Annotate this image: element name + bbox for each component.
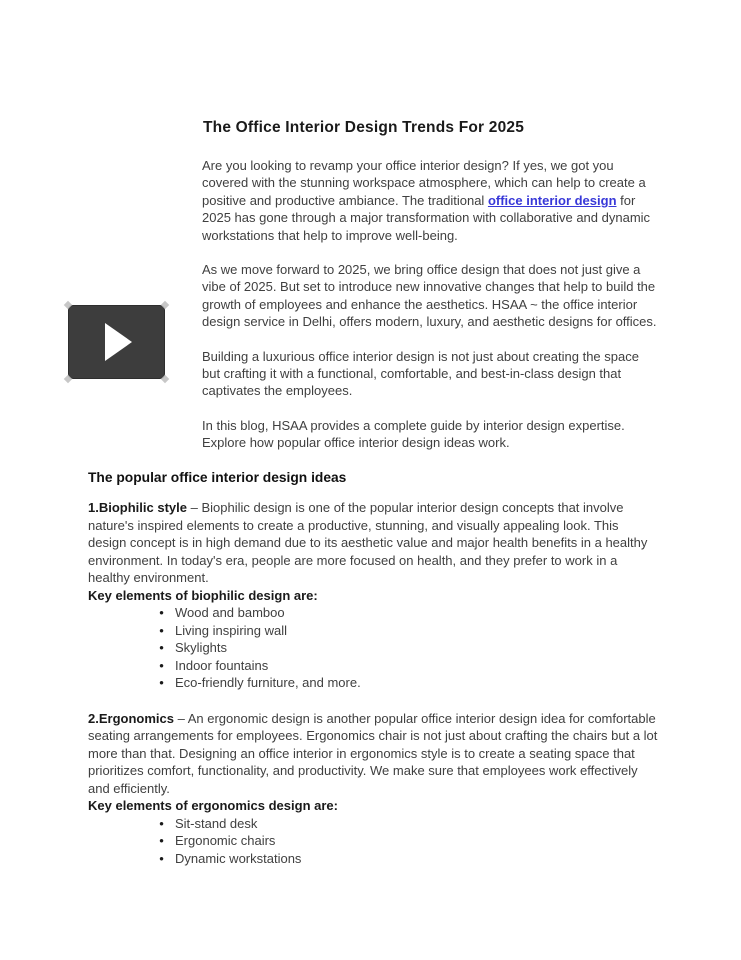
section-1-bullet-list	[88, 604, 660, 692]
list-item	[88, 832, 660, 850]
list-item-label: Eco-friendly furniture, and more.	[175, 675, 361, 690]
list-item	[88, 815, 660, 833]
list-item	[88, 639, 660, 657]
list-item-label: Ergonomic chairs	[175, 833, 276, 848]
selection-handle-bottom-left[interactable]	[64, 375, 72, 383]
intro-paragraph-3: Building a luxurious office interior design is not just about creating the space but crafting it with a functional, comfortable, and best-in-class design that captivates the employees.	[202, 348, 639, 399]
list-item-label: Wood and bamboo	[175, 605, 285, 620]
list-item-label: Dynamic workstations	[175, 850, 302, 866]
intro-paragraph-2: As we move forward to 2025, we bring office design that does not just give a vibe of 2025. But set to introduce new innovative changes that help to build the growth of employees and enhance the aesthetics. HSAA ~ the office interior design service in Delhi, offers modern, luxury, and aesthetic designs for offices.	[202, 262, 657, 330]
list-item-label: Living inspiring wall	[175, 622, 287, 638]
section-1-body: Biophilic design is one of the popular interior design concepts that involve nature's inspired elements to create a productive, stunning, and visually appealing look. This design concept is in high demand due to its aesthetic value and major health benefits in a healthy environment. In today's era, people are more focused on health, and they prefer to work in a healthy environment.	[88, 500, 648, 585]
section-2-paragraph	[88, 710, 660, 798]
sections-container	[88, 499, 660, 885]
bullet-icon: •	[159, 675, 164, 690]
section-1-separator: –	[186, 500, 202, 515]
bullet-icon: •	[159, 833, 164, 848]
selection-handle-bottom-right[interactable]	[161, 375, 169, 383]
selection-handle-top-left[interactable]	[64, 301, 72, 309]
section-2-key-heading: Key elements of ergonomics design are:	[88, 798, 338, 813]
list-item-label: Skylights	[175, 640, 228, 655]
page-title: The Office Interior Design Trends For 2025	[203, 119, 525, 137]
intro-p1-before-link: Are you looking to revamp your office interior design? If yes, we got you covered with the stunning workspace atmosphere, which can help to create a positive and productive ambiance. The traditional	[202, 158, 646, 208]
section-1-key-heading: Key elements of biophilic design are:	[88, 587, 318, 603]
list-item	[88, 604, 660, 622]
list-item-label: Sit-stand desk	[175, 815, 258, 831]
bullet-icon: •	[159, 657, 164, 673]
play-icon	[105, 323, 132, 361]
intro-paragraph-4: In this blog, HSAA provides a complete guide by interior design expertise. Explore how popular office interior design ideas work.	[202, 417, 625, 451]
section-heading-popular-ideas: The popular office interior design ideas	[88, 470, 347, 486]
list-item	[88, 622, 660, 640]
section-1-paragraph	[88, 499, 660, 587]
intro-paragraph-1	[202, 157, 660, 244]
office-interior-design-link[interactable]: office interior design	[487, 192, 617, 208]
list-item-label: Indoor fountains	[175, 657, 269, 673]
bullet-icon: •	[159, 605, 164, 620]
video-thumbnail[interactable]	[68, 305, 165, 379]
bullet-icon: •	[159, 640, 164, 655]
list-item	[88, 657, 660, 675]
section-2-body: An ergonomic design is another popular office interior design idea for comfortable seating arrangements for employees. Ergonomics chair is not just about crafting the chairs but a lot more than that. Designing an office interior in ergonomics style is to create a seating space that prioritizes comfort, functionality, and productivity. We make sure that employees work effectively and efficiently.	[88, 710, 658, 796]
selection-handle-top-right[interactable]	[161, 301, 169, 309]
bullet-icon: •	[159, 850, 164, 866]
intro-paragraphs	[202, 157, 660, 452]
section-2-bullet-list	[88, 815, 660, 868]
section-2-lead: 2.Ergonomics	[88, 710, 174, 726]
list-item	[88, 674, 660, 692]
list-item	[88, 850, 660, 868]
bullet-icon: •	[159, 815, 164, 831]
section-1-lead: 1.Biophilic style	[88, 500, 187, 515]
intro-p1-after-link: for 2025 has gone through a major transformation with collaborative and dynamic workstations that help to improve well-being.	[202, 192, 651, 243]
section-2-separator: –	[173, 710, 188, 726]
bullet-icon: •	[159, 622, 164, 638]
